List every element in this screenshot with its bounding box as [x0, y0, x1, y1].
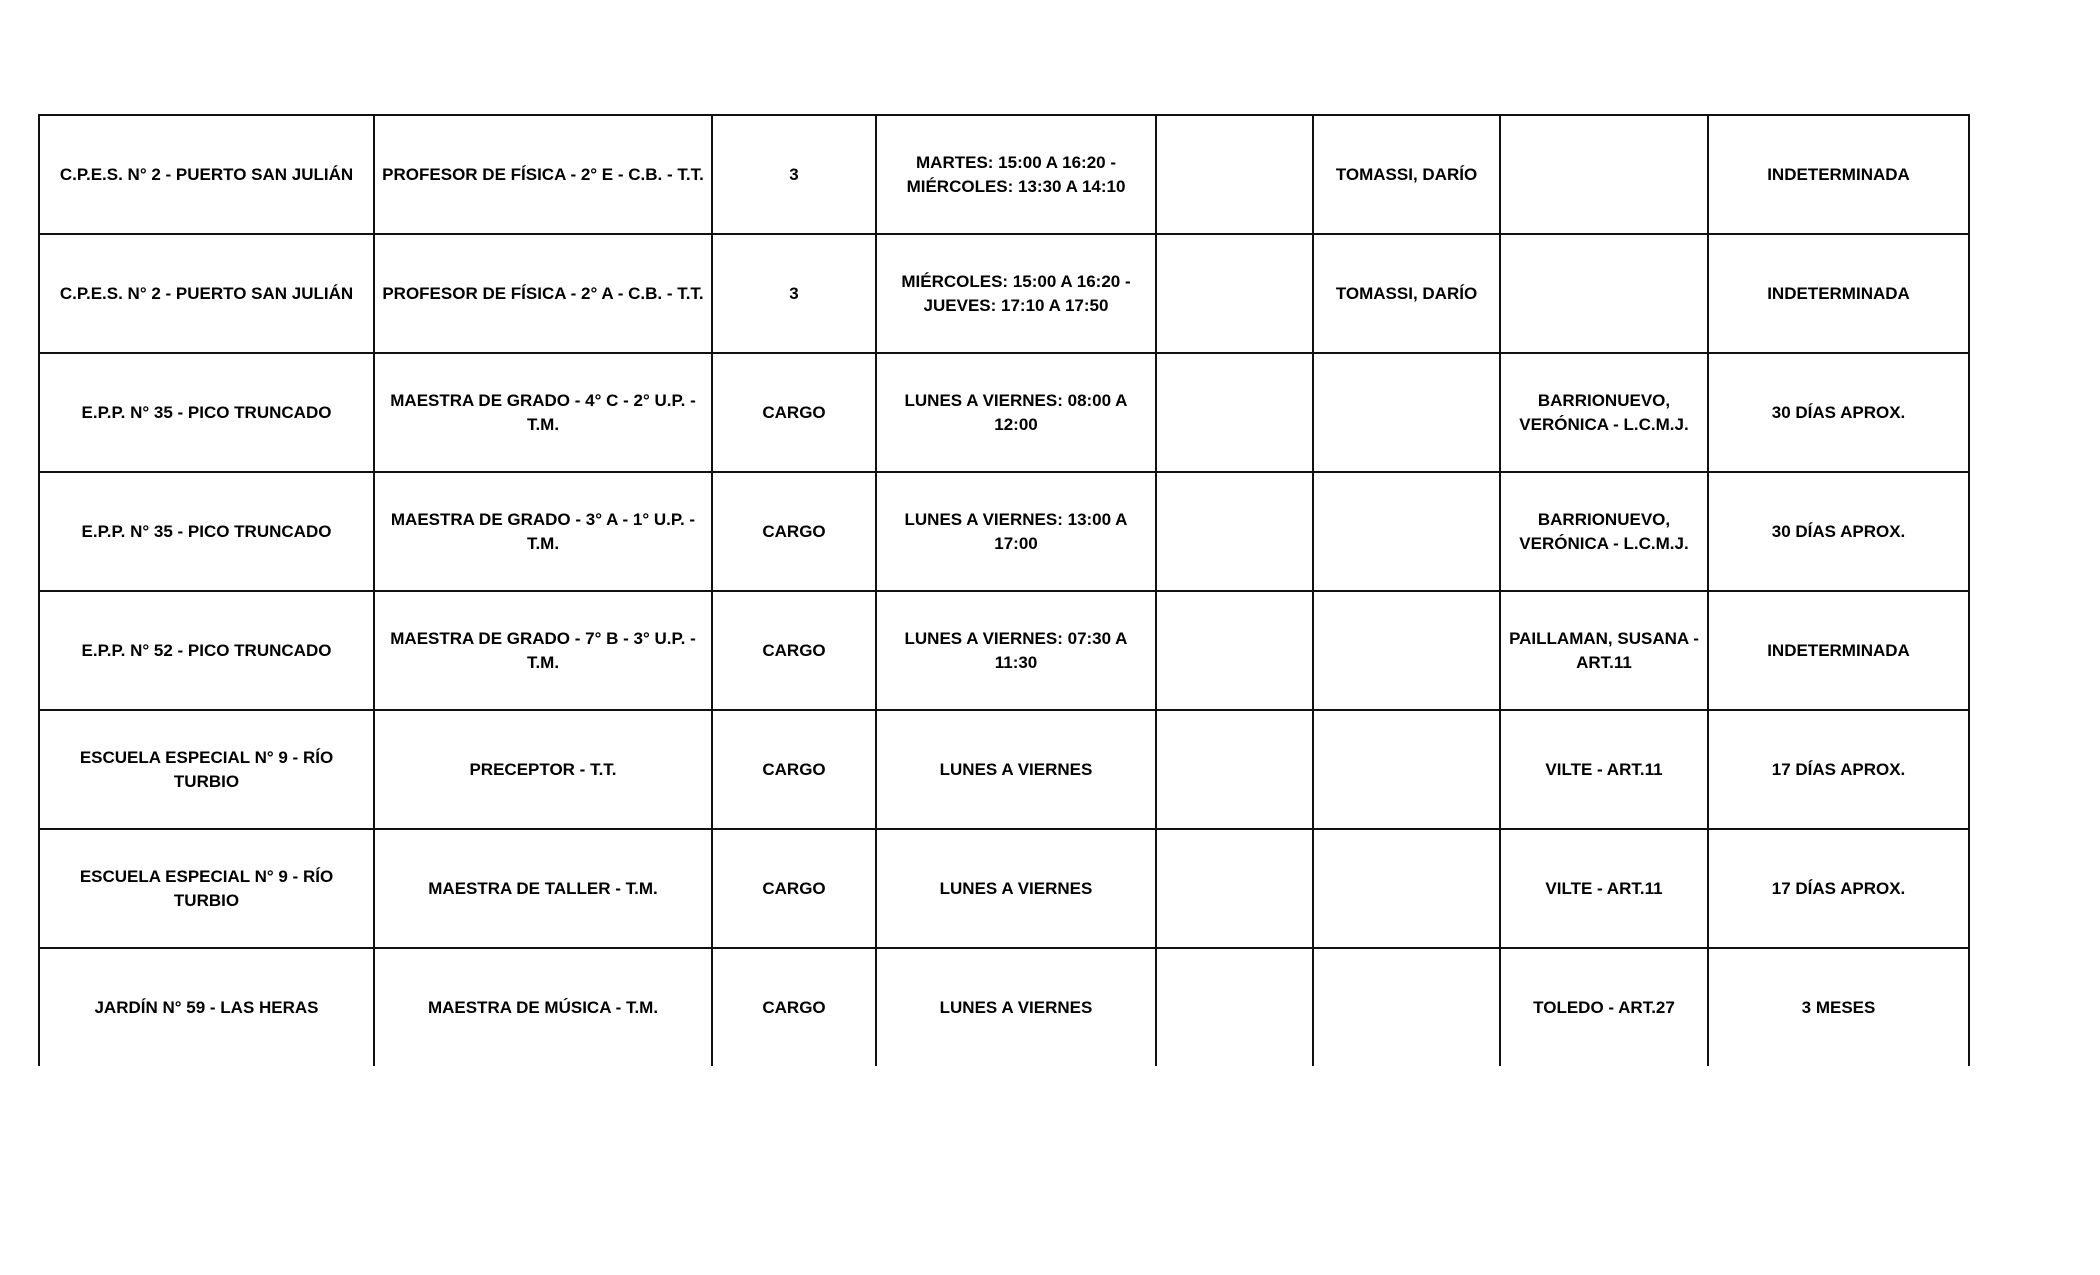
holder-cell: [1313, 234, 1500, 353]
position-cell: [374, 948, 712, 1066]
schedule-line-1: LUNES A VIERNES: [939, 997, 1093, 1017]
replaced-line-2: VERÓNICA - L.C.M.J.: [1519, 414, 1689, 434]
schedule-cell: [876, 591, 1156, 710]
hours-text: CARGO: [762, 521, 826, 541]
position-text: PROFESOR DE FÍSICA - 2° A - C.B. - T.T.: [382, 283, 704, 303]
hours-text: CARGO: [762, 640, 826, 660]
table-row: [39, 948, 1969, 1066]
holder-cell: [1313, 472, 1500, 591]
school-text: E.P.P. N° 35 - PICO TRUNCADO: [81, 402, 332, 422]
duration-cell: [1708, 353, 1969, 472]
table-body: [39, 115, 1969, 1066]
position-cell: [374, 234, 712, 353]
replaced-cell: [1500, 591, 1708, 710]
table-row: [39, 115, 1969, 234]
position-cell: [374, 710, 712, 829]
position-text: MAESTRA DE MÚSICA - T.M.: [427, 997, 659, 1017]
school-cell: [39, 829, 374, 948]
duration-text: 30 DÍAS APROX.: [1771, 521, 1906, 541]
duration-text: INDETERMINADA: [1767, 283, 1910, 303]
replaced-cell: [1500, 115, 1708, 234]
duration-cell: [1708, 591, 1969, 710]
holder-cell: [1313, 829, 1500, 948]
position-text: MAESTRA DE GRADO - 4° C - 2° U.P. - T.M.: [390, 390, 696, 434]
table-row: [39, 710, 1969, 829]
schedule-line-2: JUEVES: 17:10 A 17:50: [923, 295, 1109, 315]
replaced-line-1: BARRIONUEVO,: [1537, 509, 1671, 529]
holder-cell: [1313, 710, 1500, 829]
school-text: C.P.E.S. N° 2 - PUERTO SAN JULIÁN: [59, 164, 354, 184]
hours-cell: [712, 472, 876, 591]
hours-cell: [712, 234, 876, 353]
hours-text: CARGO: [762, 402, 826, 422]
holder-cell: [1313, 948, 1500, 1066]
position-text: PROFESOR DE FÍSICA - 2° E - C.B. - T.T.: [382, 164, 704, 184]
replaced-line-2: VERÓNICA - L.C.M.J.: [1519, 533, 1689, 553]
schedule-cell: [876, 353, 1156, 472]
hours-cell: [712, 353, 876, 472]
duration-text: 3 MESES: [1801, 997, 1876, 1017]
hours-text: CARGO: [762, 997, 826, 1017]
duration-cell: [1708, 234, 1969, 353]
schedule-cell: [876, 472, 1156, 591]
holder-cell: [1313, 353, 1500, 472]
replaced-cell: [1500, 710, 1708, 829]
school-text: E.P.P. N° 52 - PICO TRUNCADO: [81, 640, 332, 660]
hours-cell: [712, 948, 876, 1066]
schedule-cell: [876, 710, 1156, 829]
school-cell: [39, 710, 374, 829]
duration-text: 30 DÍAS APROX.: [1771, 402, 1906, 422]
replaced-cell: [1500, 353, 1708, 472]
blank-cell: [1156, 234, 1313, 353]
table-row: [39, 472, 1969, 591]
school-text: E.P.P. N° 35 - PICO TRUNCADO: [81, 521, 332, 541]
position-cell: [374, 591, 712, 710]
replaced-line-1: PAILLAMAN, SUSANA -: [1509, 628, 1699, 648]
school-text: ESCUELA ESPECIAL N° 9 - RÍO TURBIO: [79, 866, 334, 910]
holder-cell: [1313, 115, 1500, 234]
hours-text: CARGO: [762, 878, 826, 898]
schedule-line-1: MARTES: 15:00 A 16:20 -: [916, 152, 1116, 172]
blank-cell: [1156, 710, 1313, 829]
position-cell: [374, 353, 712, 472]
blank-cell: [1156, 472, 1313, 591]
blank-cell: [1156, 948, 1313, 1066]
schedule-line-2: MIÉRCOLES: 13:30 A 14:10: [906, 176, 1126, 196]
holder-text: TOMASSI, DARÍO: [1335, 164, 1478, 184]
blank-cell: [1156, 829, 1313, 948]
replaced-line-1: VILTE - ART.11: [1545, 759, 1663, 779]
schedule-cell: [876, 829, 1156, 948]
schedule-cell: [876, 234, 1156, 353]
hours-cell: [712, 829, 876, 948]
vacancy-table: [38, 114, 1970, 1066]
table-row: [39, 591, 1969, 710]
holder-text: TOMASSI, DARÍO: [1335, 283, 1478, 303]
table-row: [39, 353, 1969, 472]
schedule-line-1: LUNES A VIERNES: 13:00 A 17:00: [904, 509, 1128, 553]
school-text: C.P.E.S. N° 2 - PUERTO SAN JULIÁN: [59, 283, 354, 303]
school-cell: [39, 472, 374, 591]
hours-cell: [712, 710, 876, 829]
hours-text: 3: [789, 164, 799, 184]
position-cell: [374, 472, 712, 591]
school-text: JARDÍN N° 59 - LAS HERAS: [94, 997, 319, 1017]
schedule-line-1: LUNES A VIERNES: 07:30 A 11:30: [904, 628, 1128, 672]
duration-text: 17 DÍAS APROX.: [1771, 878, 1906, 898]
school-cell: [39, 234, 374, 353]
replaced-line-2: ART.11: [1576, 652, 1632, 672]
table-row: [39, 829, 1969, 948]
hours-cell: [712, 115, 876, 234]
table-row: [39, 234, 1969, 353]
school-cell: [39, 591, 374, 710]
blank-cell: [1156, 115, 1313, 234]
position-text: MAESTRA DE GRADO - 3° A - 1° U.P. - T.M.: [390, 509, 696, 553]
school-cell: [39, 115, 374, 234]
replaced-cell: [1500, 829, 1708, 948]
duration-cell: [1708, 472, 1969, 591]
school-cell: [39, 948, 374, 1066]
blank-cell: [1156, 591, 1313, 710]
schedule-line-1: MIÉRCOLES: 15:00 A 16:20 -: [901, 271, 1131, 291]
schedule-line-1: LUNES A VIERNES: [939, 759, 1093, 779]
hours-text: 3: [789, 283, 799, 303]
position-cell: [374, 115, 712, 234]
school-cell: [39, 353, 374, 472]
replaced-cell: [1500, 948, 1708, 1066]
position-cell: [374, 829, 712, 948]
duration-cell: [1708, 710, 1969, 829]
duration-text: 17 DÍAS APROX.: [1771, 759, 1906, 779]
replaced-line-1: VILTE - ART.11: [1545, 878, 1663, 898]
duration-cell: [1708, 829, 1969, 948]
position-text: PRECEPTOR - T.T.: [469, 759, 617, 779]
schedule-cell: [876, 115, 1156, 234]
blank-cell: [1156, 353, 1313, 472]
holder-cell: [1313, 591, 1500, 710]
position-text: MAESTRA DE TALLER - T.M.: [428, 878, 658, 898]
replaced-cell: [1500, 472, 1708, 591]
hours-cell: [712, 591, 876, 710]
school-text: ESCUELA ESPECIAL N° 9 - RÍO TURBIO: [79, 747, 334, 791]
hours-text: CARGO: [762, 759, 826, 779]
duration-text: INDETERMINADA: [1767, 640, 1910, 660]
duration-text: INDETERMINADA: [1767, 164, 1910, 184]
schedule-cell: [876, 948, 1156, 1066]
replaced-line-1: BARRIONUEVO,: [1537, 390, 1671, 410]
duration-cell: [1708, 115, 1969, 234]
replaced-line-1: TOLEDO - ART.27: [1533, 997, 1675, 1017]
schedule-line-1: LUNES A VIERNES: 08:00 A 12:00: [904, 390, 1128, 434]
position-text: MAESTRA DE GRADO - 7° B - 3° U.P. - T.M.: [390, 628, 696, 672]
replaced-cell: [1500, 234, 1708, 353]
schedule-line-1: LUNES A VIERNES: [939, 878, 1093, 898]
duration-cell: [1708, 948, 1969, 1066]
